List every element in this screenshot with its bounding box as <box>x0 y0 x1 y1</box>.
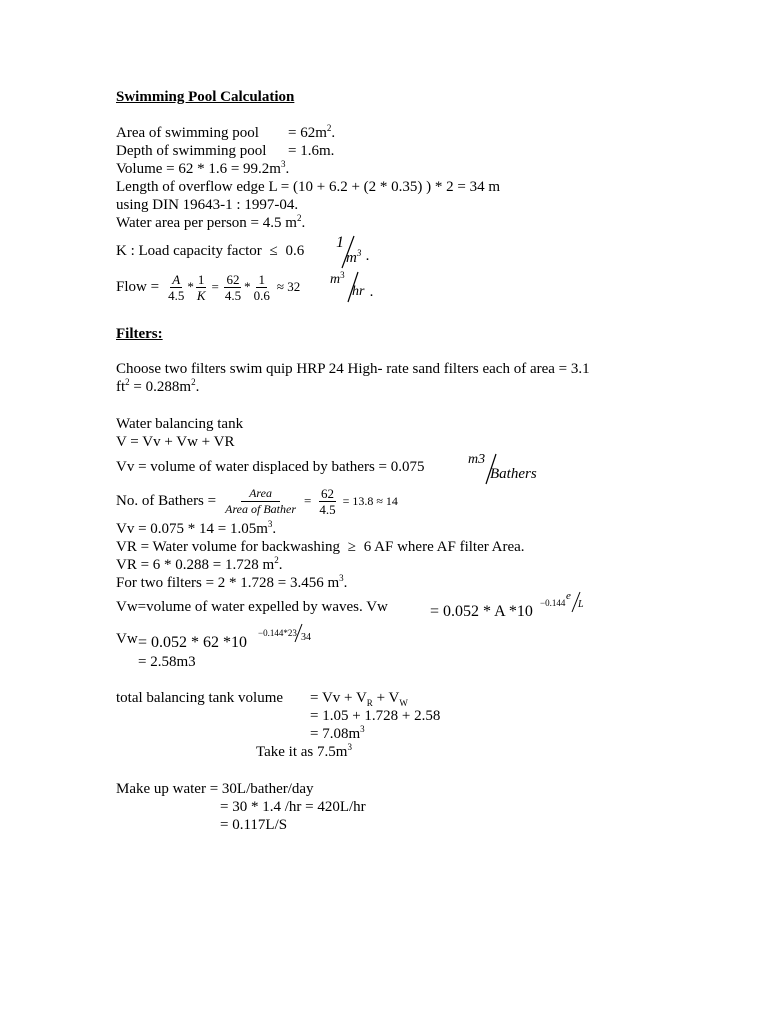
flow-one: 1 <box>197 271 205 287</box>
flow-frac-k <box>195 272 208 303</box>
water-area-text: Water area per person = 4.5 m <box>116 215 297 231</box>
vr-value <box>116 556 282 574</box>
area-eq: = 62m <box>288 125 327 141</box>
flow-d2: 4.5 <box>224 287 242 303</box>
vw-calc-eq: = 0.052 * 62 *10 <box>138 634 248 651</box>
vw-exp-fraction <box>566 590 596 614</box>
vw-exp-den: L <box>578 599 584 610</box>
volume-line <box>116 160 289 178</box>
vr-value-text: VR = 6 * 0.288 = 1.728 m <box>116 557 275 573</box>
vv-unit-den: Bathers <box>490 466 537 482</box>
bathers-frac-area <box>223 486 298 517</box>
volume-exp: 3 <box>280 159 286 169</box>
k-end: . <box>366 248 370 264</box>
k-le-symbol: ≤ <box>269 243 278 259</box>
filters-area: = 0.288m <box>129 379 192 395</box>
total-eq3-text: = 7.08m <box>310 726 361 742</box>
vr-def-text: VR = Water volume for backwashing <box>116 539 341 555</box>
water-area-end: . <box>301 215 306 231</box>
k-text: K : Load capacity factor <box>116 243 262 259</box>
bathers-result: = 13.8 ≈ 14 <box>342 494 398 508</box>
vv-value-text: Vv = 0.075 * 14 = 1.05m <box>116 521 268 537</box>
k-value: 0.6 <box>285 243 305 259</box>
total-eq1a: = Vv + V <box>310 690 367 706</box>
water-area-line <box>116 214 305 232</box>
vw-calc-den: 34 <box>301 632 311 643</box>
vr-ge-symbol: ≥ <box>347 539 356 555</box>
total-label: total balancing tank volume <box>116 690 284 706</box>
page-title: Swimming Pool Calculation <box>116 89 295 105</box>
k-den-m: m <box>346 250 357 266</box>
vv-value-exp: 3 <box>267 519 273 529</box>
area-line <box>116 124 259 142</box>
vv-value-end: . <box>272 521 277 537</box>
depth-value: = 1.6m. <box>288 143 335 159</box>
bathers-line <box>116 484 398 518</box>
total-eq-3 <box>310 725 365 743</box>
filters-ft: ft <box>116 379 126 395</box>
filters-text-1: Choose two filters swim quip HRP 24 High- rate sand filters each of area = 3.1 <box>116 361 590 377</box>
total-sub-r: R <box>366 698 373 708</box>
k-line <box>116 242 304 260</box>
total-eq1b: + V <box>372 690 400 706</box>
area-end: . <box>331 125 336 141</box>
flow-approx: ≈ 32 <box>276 279 301 294</box>
vv-unit-fraction <box>468 452 558 486</box>
volume-end: . <box>285 161 290 177</box>
flow-end: . <box>370 284 374 300</box>
two-filters-exp: 3 <box>339 573 344 583</box>
total-eq3-exp: 3 <box>360 724 365 734</box>
flow-d1: 4.5 <box>168 287 185 303</box>
vv-unit-num: m3 <box>468 452 486 467</box>
two-filters-text: For two filters = 2 * 1.728 = 3.456 m <box>116 575 340 591</box>
filters-heading: Filters: <box>116 326 163 342</box>
depth-label: Depth of swimming pool <box>116 143 267 159</box>
flow-times-1: * <box>187 279 194 294</box>
din-line: using DIN 19643-1 : 1997-04. <box>116 197 299 213</box>
tank-heading: Water balancing tank <box>116 416 244 432</box>
filters-text-2 <box>116 378 199 396</box>
flow-n2: 62 <box>226 271 240 287</box>
water-area-exp: 2 <box>296 213 302 223</box>
flow-unit-exp: 3 <box>340 270 345 280</box>
makeup-label: Make up water = 30L/bather/day <box>116 781 314 797</box>
flow-one2: 1 <box>258 271 265 287</box>
flow-frac-a <box>166 272 186 303</box>
bathers-num: Area <box>241 486 280 502</box>
bathers-d2: 4.5 <box>319 501 336 517</box>
area-value <box>288 124 335 142</box>
area-exp: 2 <box>326 123 332 133</box>
flow-frac-62 <box>223 272 243 303</box>
filters-ft-exp: 2 <box>125 377 130 387</box>
overflow-line: Length of overflow edge L = (10 + 6.2 + (2 * 0.35) ) * 2 = 34 m <box>116 179 501 195</box>
vr-value-exp: 2 <box>274 555 279 565</box>
filters-end: . <box>195 379 200 395</box>
k-unit-den <box>346 248 361 267</box>
flow-frac-06 <box>252 272 272 303</box>
flow-a: A <box>172 271 181 287</box>
bathers-label: No. of Bathers = <box>116 493 217 509</box>
total-eq-2: = 1.05 + 1.728 + 2.58 <box>310 708 441 724</box>
flow-equals: = <box>211 279 219 294</box>
makeup-line-2: = 30 * 1.4 /hr = 420L/hr <box>220 799 366 815</box>
vr-value-end: . <box>278 557 283 573</box>
two-filters-line <box>116 574 347 592</box>
vr-def-rest: 6 AF where AF filter Area. <box>363 539 525 555</box>
vw-calc-fraction <box>292 622 322 646</box>
makeup-line-3: = 0.117L/S <box>220 817 288 833</box>
vw-calc-label: Vw <box>116 631 138 647</box>
vw-result: = 2.58m3 <box>138 654 196 670</box>
k-den-exp: 3 <box>356 248 362 258</box>
k-unit-fraction <box>334 234 374 270</box>
v-equation: V = Vv + Vw + VR <box>116 434 235 450</box>
vw-formula-eq: = 0.052 * A *10 <box>430 603 533 620</box>
two-filters-end: . <box>343 575 348 591</box>
vw-formula-exp: −0.144 <box>540 598 566 608</box>
flow-label: Flow = <box>116 279 160 295</box>
bathers-n2: 62 <box>320 485 334 501</box>
flow-unit-den: hr <box>352 284 365 299</box>
flow-unit-fraction <box>330 270 380 304</box>
area-label: Area of swimming pool <box>116 125 259 141</box>
vv-value <box>116 520 276 538</box>
flow-times-2: * <box>244 279 251 294</box>
total-take <box>256 743 352 761</box>
vw-calc-exp: −0.144*23 <box>258 628 297 638</box>
bathers-equals: = <box>303 493 312 508</box>
k-unit-num: 1 <box>336 234 344 251</box>
bathers-frac-62 <box>317 486 337 517</box>
flow-line <box>116 270 300 304</box>
volume-text: Volume = 62 * 1.6 = 99.2m <box>116 161 281 177</box>
total-take-exp: 3 <box>347 742 352 752</box>
total-sub-w: W <box>399 698 408 708</box>
vr-definition <box>116 538 525 556</box>
bathers-den: Area of Bather <box>225 501 296 516</box>
vv-definition: Vv = volume of water displaced by bathers = 0.075 <box>116 459 425 475</box>
vw-exp-num: e <box>566 590 571 602</box>
total-take-text: Take it as 7.5m <box>256 744 348 760</box>
total-eq-1 <box>310 689 408 707</box>
filters-area-exp: 2 <box>191 377 196 387</box>
flow-k: K <box>196 287 206 303</box>
flow-unit-m: m <box>330 272 341 287</box>
flow-d3: 0.6 <box>253 287 270 303</box>
vw-formula <box>430 603 533 621</box>
vw-definition: Vw=volume of water expelled by waves. Vw <box>116 599 388 615</box>
